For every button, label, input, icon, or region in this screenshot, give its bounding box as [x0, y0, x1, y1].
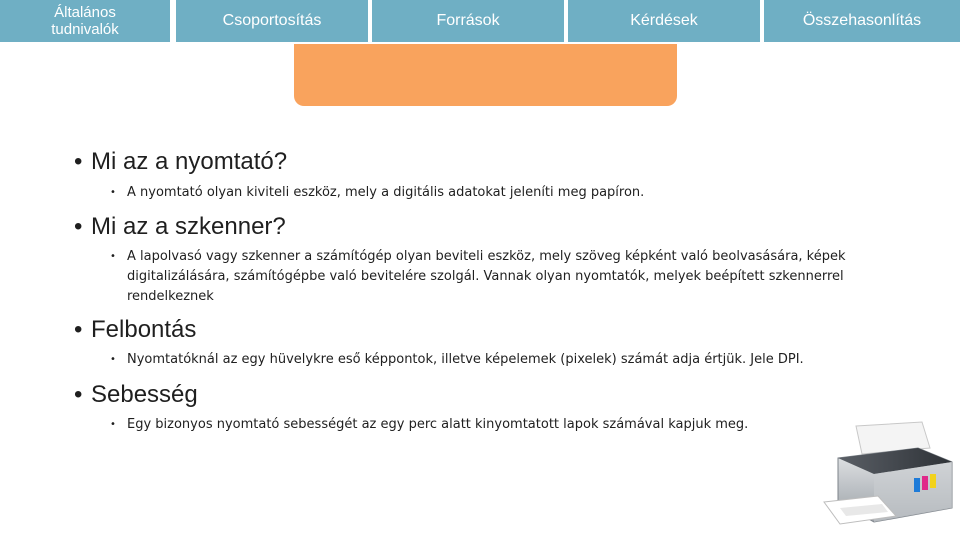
tab-label: Források: [436, 12, 500, 29]
printer-icon: [818, 418, 956, 530]
section-heading: [74, 213, 286, 241]
heading-text: Mi az a szkenner?: [91, 213, 286, 240]
bullet: •: [74, 316, 83, 343]
section-body: [110, 415, 900, 435]
bullet: •: [110, 187, 116, 198]
tab-label: Összehasonlítás: [802, 12, 922, 29]
body-text: Egy bizonyos nyomtató sebességét az egy perc alatt kinyomtatott lapok számával kapjuk meg.: [127, 417, 749, 432]
bullet: •: [110, 354, 116, 365]
section-heading: [74, 148, 287, 176]
body-text: A lapolvasó vagy szkenner a számítógép olyan beviteli eszköz, mely szöveg képként való beolvasására, képek digitalizálására, számítógépbe való bevitelére szolgál. Vannak olyan nyomtatók, melyek beépített szkennerrel rendelkeznek: [127, 249, 846, 304]
heading-text: Sebesség: [91, 381, 198, 408]
section-body: [110, 247, 900, 307]
bullet: •: [74, 381, 83, 408]
section-body: [110, 350, 900, 370]
bullet: •: [110, 419, 116, 430]
tab-label: Kérdések: [630, 12, 698, 29]
heading-text: Felbontás: [91, 316, 197, 343]
body-text: A nyomtató olyan kiviteli eszköz, mely a digitális adatokat jeleníti meg papíron.: [127, 185, 645, 200]
section-heading: [74, 316, 196, 344]
bullet: •: [110, 251, 116, 262]
tab-label: Csoportosítás: [222, 12, 322, 29]
body-text: Nyomtatóknál az egy hüvelykre eső képpontok, illetve képelemek (pixelek) számát adja értjük. Jele DPI.: [127, 352, 804, 367]
bullet: •: [74, 148, 83, 175]
section-body: [110, 183, 900, 203]
heading-text: Mi az a nyomtató?: [91, 148, 288, 175]
tab-label: Általános tudnivalók: [51, 4, 119, 38]
section-heading: [74, 381, 198, 409]
bullet: •: [74, 213, 83, 240]
